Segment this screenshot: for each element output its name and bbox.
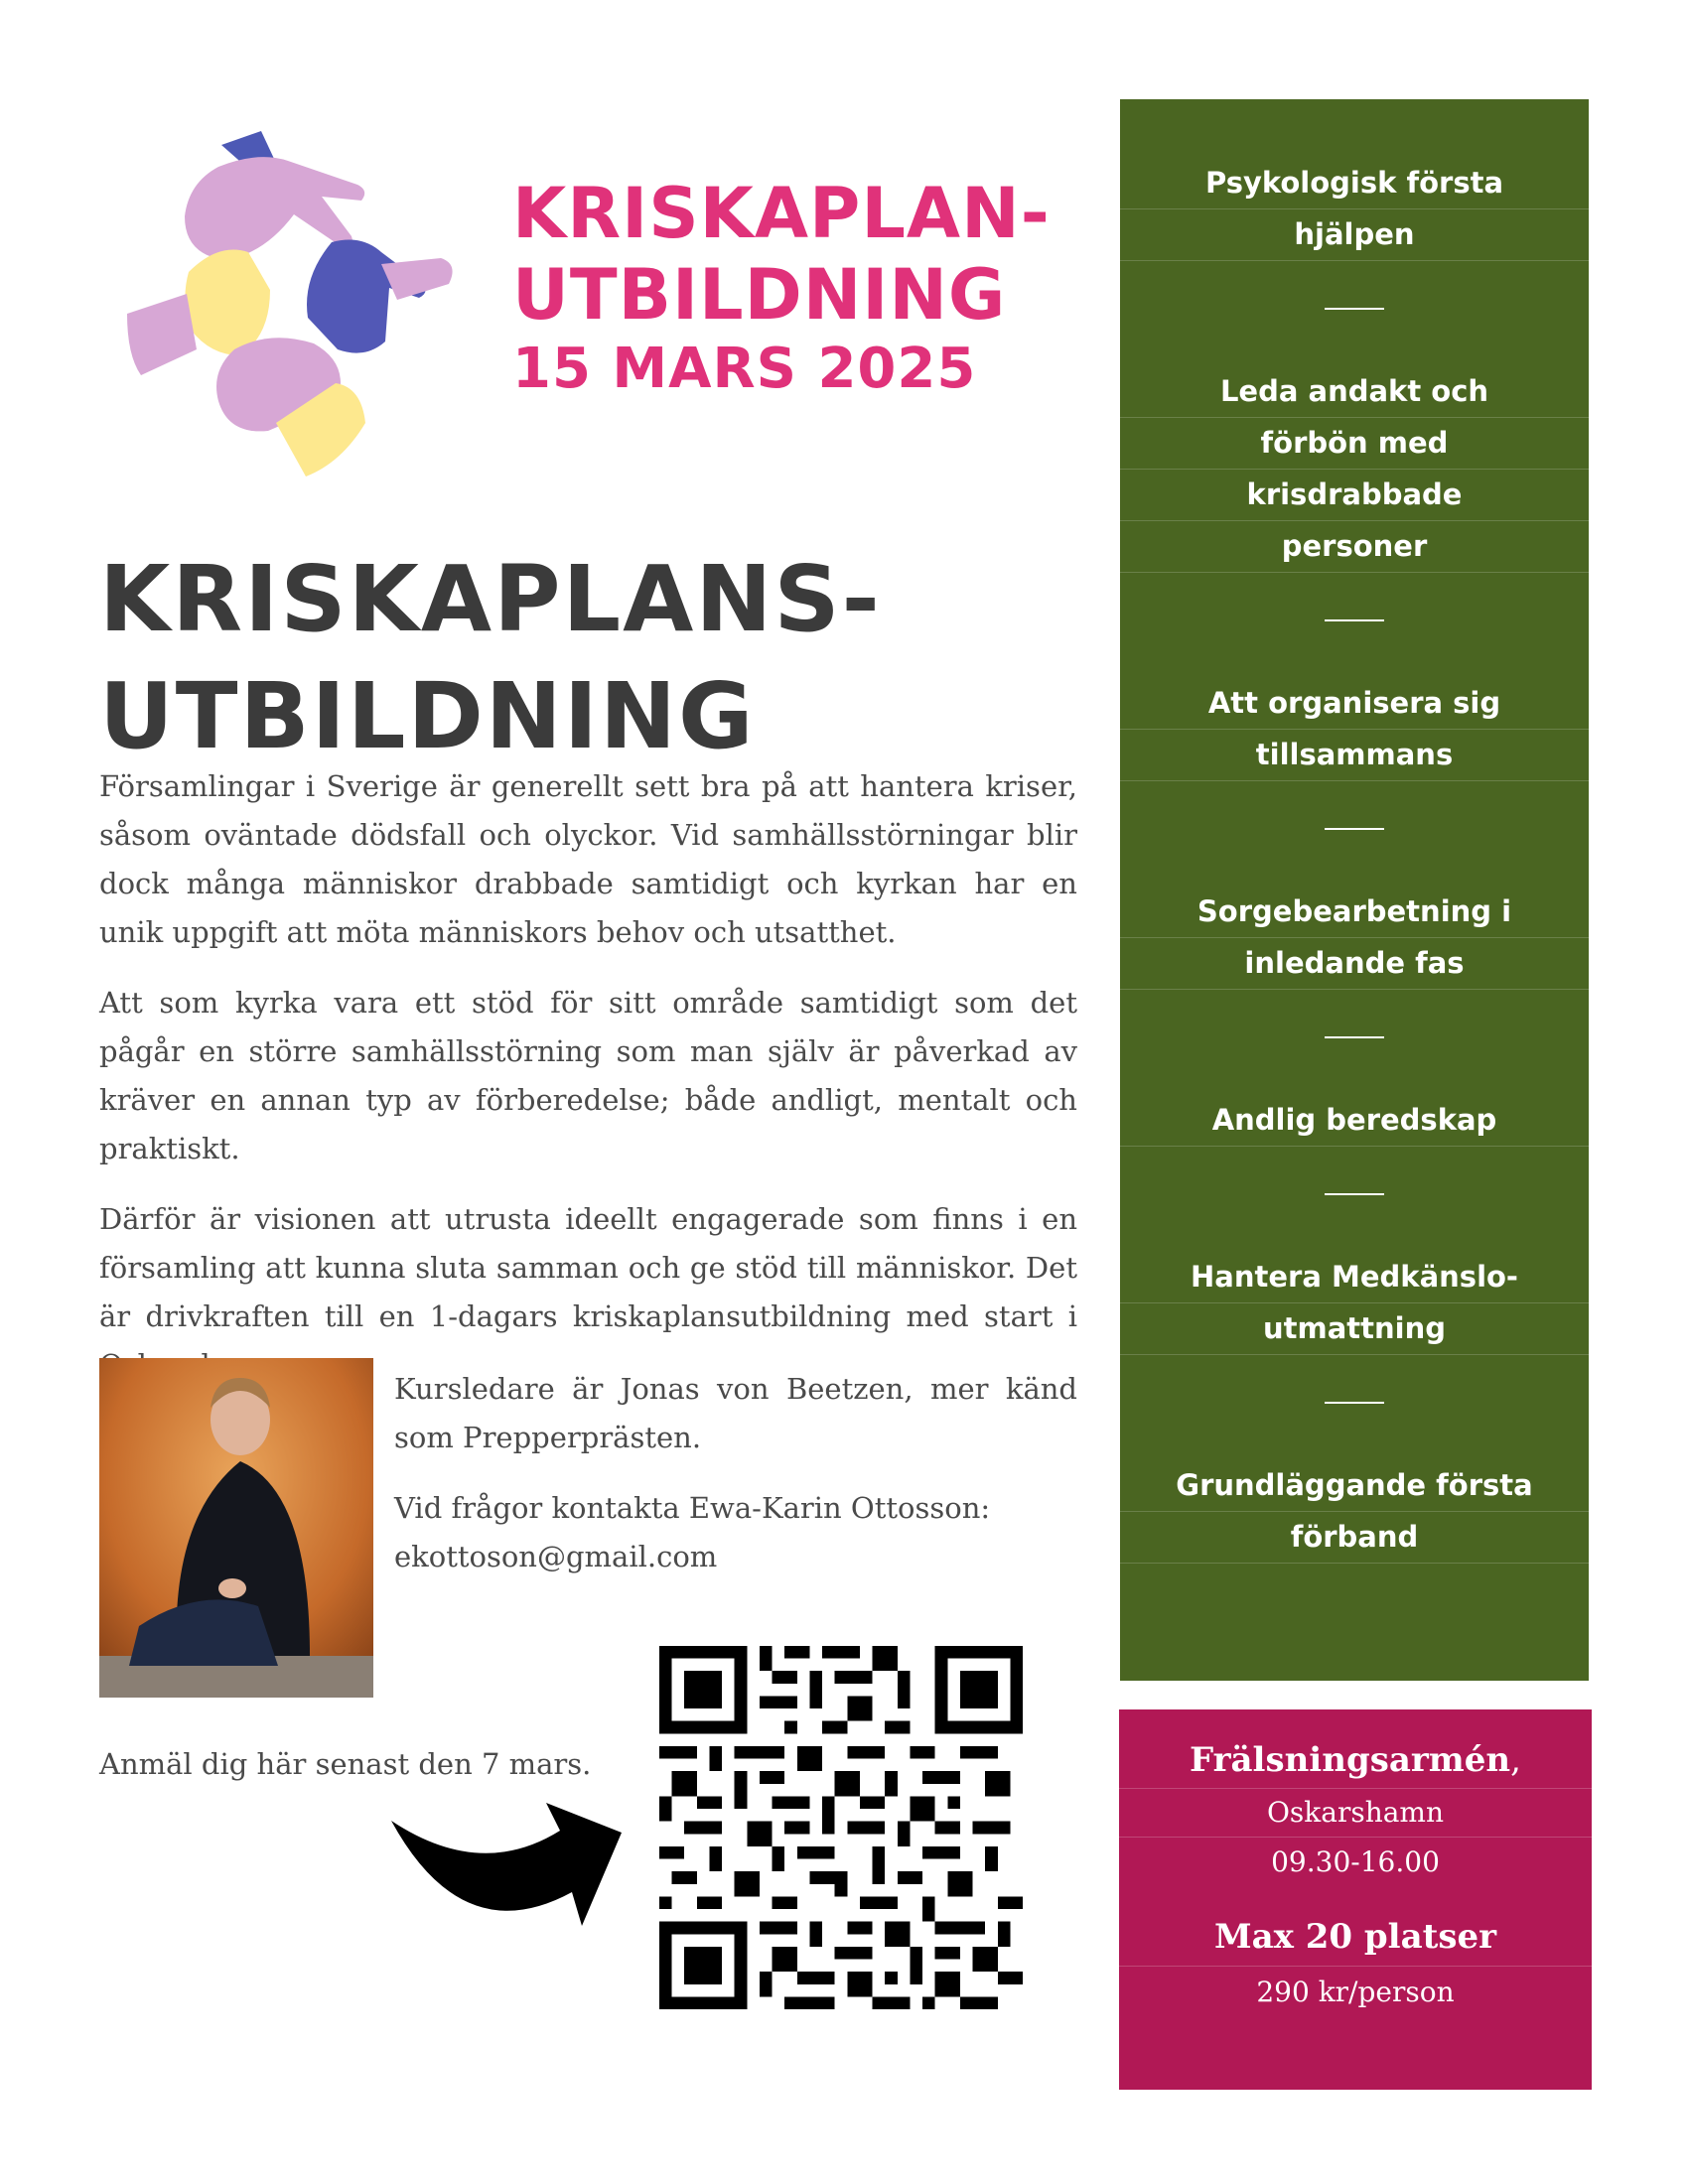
event-title-line1: KRISKAPLAN- <box>512 173 1051 254</box>
topic-separator <box>1325 1402 1384 1404</box>
topic-item-line: Sorgebearbetning i <box>1120 886 1589 938</box>
topic-item-line: förbön med <box>1120 417 1589 470</box>
venue-org-row <box>1119 1733 1592 1789</box>
main-heading-line1: KRISKAPLANS- <box>99 546 882 652</box>
venue-org-suffix: , <box>1510 1740 1521 1780</box>
topic-separator <box>1325 1036 1384 1038</box>
qr-code[interactable] <box>659 1646 1023 2009</box>
topic-item-line: utmattning <box>1120 1302 1589 1355</box>
course-leader-photo <box>99 1358 373 1698</box>
topic-item-line: Grundläggande första <box>1120 1459 1589 1512</box>
event-header <box>512 173 1068 401</box>
body-text <box>99 762 1077 1412</box>
topic-item-line: Leda andakt och <box>1120 365 1589 418</box>
contact-text: Vid frågor kontakta Ewa-Karin Ottosson: ekottoson@gmail.com <box>394 1491 991 1573</box>
venue-city: Oskarshamn <box>1119 1789 1592 1838</box>
venue-time: 09.30-16.00 <box>1271 1845 1440 1878</box>
topic-item-line: Andlig beredskap <box>1120 1094 1589 1147</box>
contact-section <box>394 1365 1077 1603</box>
venue-price: 290 kr/person <box>1256 1976 1455 2008</box>
arrow-right-icon <box>389 1787 628 1936</box>
main-heading-line2: UTBILDNING <box>99 663 756 769</box>
main-heading <box>99 541 1092 775</box>
hands-logo-icon <box>127 125 465 482</box>
venue-org: Frälsningsarmén <box>1190 1740 1511 1780</box>
course-leader-text: Kursledare är Jonas von Beetzen, mer känd som Prepperprästen. <box>394 1372 1077 1454</box>
event-title-line2: UTBILDNING <box>512 254 1007 336</box>
topic-separator <box>1325 828 1384 830</box>
venue-box <box>1119 1709 1592 2090</box>
topics-panel <box>1120 99 1589 1681</box>
topic-item-line: krisdrabbade <box>1120 469 1589 521</box>
topic-item-line: Psykologisk första <box>1120 157 1589 209</box>
topic-item-line: inledande fas <box>1120 937 1589 990</box>
topic-item-line: tillsammans <box>1120 729 1589 781</box>
event-date: 15 MARS 2025 <box>512 337 977 401</box>
registration-text: Anmäl dig här senast den 7 mars. <box>99 1747 592 1781</box>
paragraph: Att som kyrka vara ett stöd för sitt område samtidigt som det pågår en större samhällsstörning som man själv är påverkad av kräver en annan typ av förberedelse; både andligt, mentalt och praktiskt. <box>99 986 1077 1165</box>
topic-separator <box>1325 619 1384 621</box>
paragraph: Därför är visionen att utrusta ideellt engagerade som finns i en församling att kunna sluta samman och ge stöd till människor. Det är drivkraften till en 1-dagars kriskaplansutbildning med start i <box>99 1202 1077 1333</box>
topic-item-line: Hantera Medkänslo- <box>1120 1251 1589 1303</box>
topic-item-line: hjälpen <box>1120 208 1589 261</box>
topic-separator <box>1325 1193 1384 1195</box>
topic-item-line: personer <box>1120 520 1589 573</box>
topic-separator <box>1325 308 1384 310</box>
paragraph: Församlingar i Sverige är generellt sett bra på att hantera kriser, såsom oväntade dödsfall och olyckor. Vid samhällsstörningar blir dock många människor drabbade samtidigt och kyrkan har en unik uppgift att möta människors behov och utsatthet. <box>99 769 1077 949</box>
topic-item-line: Att organisera sig <box>1120 677 1589 730</box>
topic-item-line: förband <box>1120 1511 1589 1564</box>
venue-seats: Max 20 platser <box>1119 1908 1592 1967</box>
